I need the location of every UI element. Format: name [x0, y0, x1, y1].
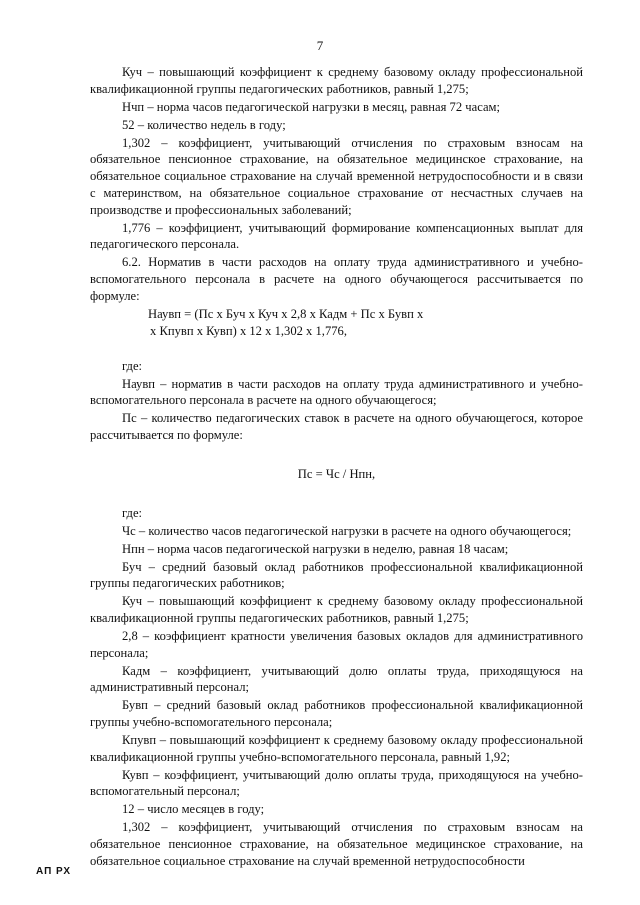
where-label: где:: [122, 358, 143, 373]
paragraph-kadm: Кадм – коэффициент, учитывающий долю оплаты труда, приходящуюся на административный персонал;: [90, 663, 583, 695]
formula-nauvp-line2: х Кпувп х Кувп) х 12 х 1,302 х 1,776,: [150, 324, 347, 339]
paragraph-months: 12 – число месяцев в году;: [122, 802, 265, 817]
paragraph-weeks: 52 – количество недель в году;: [122, 117, 286, 132]
formula-nauvp-line1: Наувп = (Пс х Буч х Куч х 2,8 х Кадм + Пс х Бувп х: [148, 307, 424, 322]
paragraph-section-6-2: 6.2. Норматив в части расходов на оплату труда административного и учебно-вспомогательного персонала в расчете на одного обучающегося рассчитывается по формуле:: [90, 255, 583, 303]
paragraph-kpuvp: Кпувп – повышающий коэффициент к среднему базовому окладу профессиональной квалификационной группы учебно-вспомогательного персонала, равный 1,92;: [90, 733, 583, 764]
paragraph-ps-def: Пс – количество педагогических ставок в расчете на одного обучающегося, которое рассчитывается по формуле:: [90, 411, 583, 443]
document-body: [90, 64, 583, 871]
paragraph-buvp: Бувп – средний базовый оклад работников профессиональной квалификационной группы учебно-вспомогательного персонала;: [90, 698, 583, 730]
paragraph-nauvp-def: Наувп – норматив в части расходов на оплату труда административного и учебно-вспомогательного персонала в расчете на одного обучающегося;: [90, 376, 583, 408]
paragraph-chs: Чс – количество часов педагогической нагрузки в расчете на одного обучающегося;: [122, 523, 572, 538]
paragraph-nchp: Нчп – норма часов педагогической нагрузки в месяц, равная 72 часам;: [122, 99, 500, 114]
paragraph-coef-1302: 1,302 – коэффициент, учитывающий отчисления по страховым взносам на обязательное пенсионное страхование, на обязательное медицинское страхование, на обязательное социальное страхование на случай временной нетрудоспособности и в связи с материнством, на обязательное социальное страхование от несчастных случаев на производстве и профессиональных заболеваний;: [90, 135, 583, 217]
paragraph-kuch-1: Куч – повышающий коэффициент к среднему базовому окладу профессиональной квалификационной группы педагогических работников, равный 1,275;: [90, 65, 583, 96]
paragraph-coef-28: 2,8 – коэффициент кратности увеличения базовых окладов для административного персонала;: [90, 628, 583, 660]
formula-ps: Пс = Чс / Нпн,: [297, 466, 376, 481]
paragraph-coef-1776: 1,776 – коэффициент, учитывающий формирование компенсационных выплат для педагогического персонала.: [90, 220, 583, 252]
paragraph-npn: Нпн – норма часов педагогической нагрузки в неделю, равная 18 часам;: [122, 541, 509, 556]
formula-nauvp: [90, 306, 583, 339]
paragraph-buch: Буч – средний базовый оклад работников профессиональной квалификационной группы педагогических работников;: [90, 559, 583, 591]
paragraph-kuch-2: Куч – повышающий коэффициент к среднему базовому окладу профессиональной квалификационной группы педагогических работников, равный 1,275;: [90, 594, 583, 625]
page-number: 7: [316, 38, 324, 53]
footer-mark: АП РХ: [36, 866, 72, 877]
paragraph-kuvp: Кувп – коэффициент, учитывающий долю оплаты труда, приходящуюся на учебно-вспомогательный персонал;: [90, 767, 583, 799]
where-label: где:: [122, 505, 143, 520]
paragraph-coef-1302-2: 1,302 – коэффициент, учитывающий отчисления по страховым взносам на обязательное пенсионное страхование, на обязательное медицинское страхование, на обязательное социальное страхование на случай временной нетрудоспособности: [90, 820, 583, 868]
